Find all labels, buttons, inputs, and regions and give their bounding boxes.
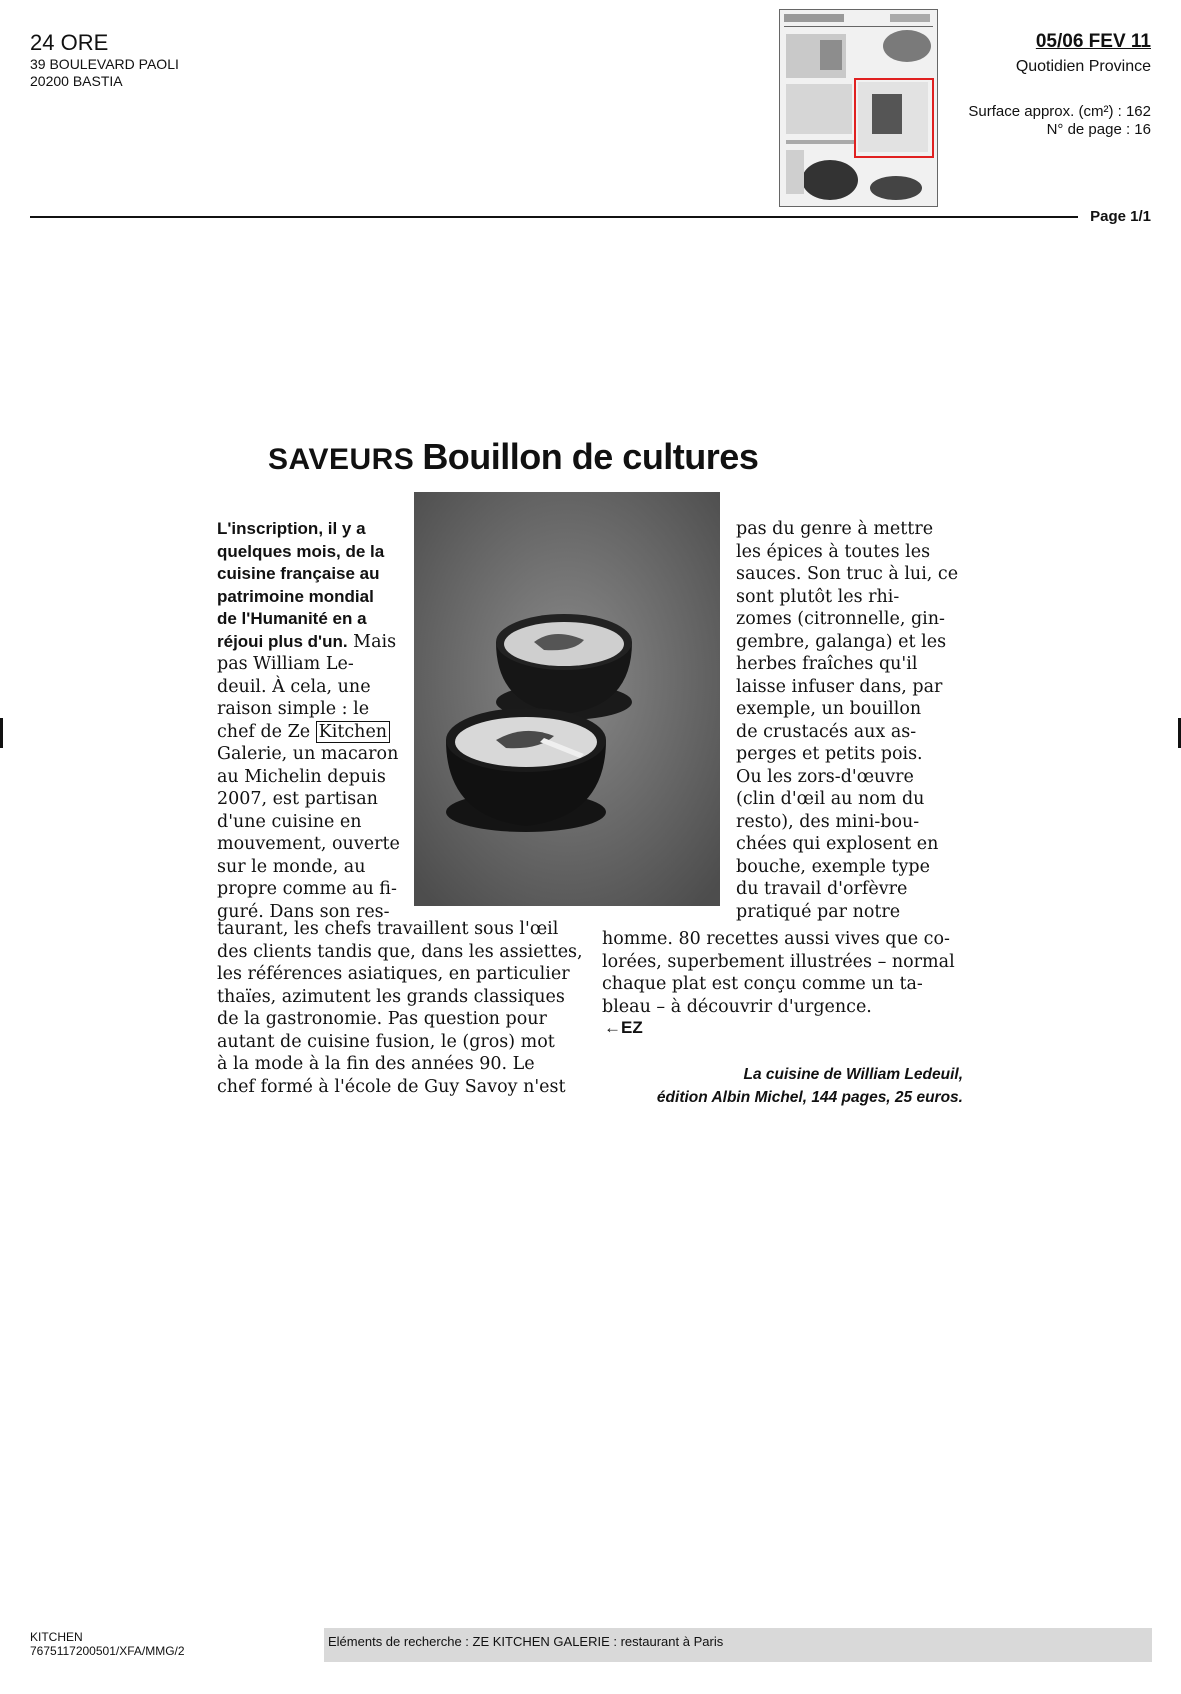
page-count: Page 1/1 (1084, 208, 1151, 225)
text-line: des clients tandis que, dans les assiettes, (217, 941, 583, 962)
caption-line-2: édition Albin Michel, 144 pages, 25 euros. (656, 1089, 963, 1106)
lead-line: cuisine française au (217, 564, 380, 583)
search-elements-bar (324, 1628, 1152, 1662)
article-column-right-bottom (602, 928, 967, 1018)
footer-code-1: KITCHEN (30, 1630, 83, 1644)
text-line: autant de cuisine fusion, le (gros) mot (217, 1031, 555, 1052)
article-column-left-top (217, 518, 400, 923)
text-line: pas William Le- (217, 654, 354, 674)
footer-code-2: 7675117200501/XFA/MMG/2 (30, 1644, 185, 1658)
newspaper-page-thumbnail (779, 9, 938, 207)
book-caption (657, 1063, 963, 1109)
text-line: guré. Dans son res- (217, 901, 390, 922)
text-line: gembre, galanga) et les (736, 631, 947, 652)
text-line: chef formé à l'école de Guy Savoy n'est (217, 1076, 566, 1097)
lead-line: patrimoine mondial (217, 586, 374, 606)
signature-arrow-icon: ← (604, 1018, 621, 1037)
text-line: au Michelin depuis (217, 766, 386, 787)
article-highlight-box (854, 78, 934, 158)
author-signature: ←EZ (604, 1018, 643, 1037)
text-line: les références asiatiques, en particulier (217, 964, 570, 984)
text-line: à la mode à la fin des années 90. Le (217, 1054, 535, 1074)
lead-line: quelques mois, de la (217, 541, 385, 561)
text-line: raison simple : le (217, 699, 370, 719)
text-line: exemple, un bouillon (736, 699, 922, 719)
publication-block (30, 30, 179, 90)
text-line: zomes (citronnelle, gin- (736, 609, 945, 629)
periodicity: Quotidien Province (1015, 58, 1151, 75)
article-title: Bouillon de cultures (422, 436, 759, 477)
publication-meta (968, 30, 1151, 139)
highlighted-search-term: Kitchen (316, 721, 390, 743)
text-line: du travail d'orfèvre (736, 879, 908, 899)
text-line: resto), des mini-bou- (736, 811, 920, 832)
header-rule (30, 216, 1078, 218)
text-line: chées qui explosent en (736, 834, 939, 854)
text-line: de la gastronomie. Pas question pour (217, 1009, 547, 1029)
left-margin-mark (0, 718, 3, 748)
caption-line-1: La cuisine de William Ledeuil, (743, 1066, 963, 1083)
text-line: chaque plat est conçu comme un ta- (602, 974, 923, 994)
text-line: (clin d'œil au nom du (736, 789, 925, 809)
article-photo (414, 492, 720, 906)
text-line: deuil. À cela, une (217, 676, 371, 697)
text-line: pratiqué par notre (736, 901, 901, 922)
lead-line: L'inscription, il y a (217, 519, 366, 538)
page-number: N° de page : 16 (1046, 121, 1151, 138)
text-line: propre comme au fi- (217, 879, 397, 899)
text-line: d'une cuisine en (217, 811, 362, 832)
text-line: laisse infuser dans, par (736, 676, 943, 697)
text-line: thaïes, azimutent les grands classiques (217, 986, 565, 1007)
text-line: sont plutôt les rhi- (736, 586, 900, 607)
publication-date: 05/06 FEV 11 (1035, 31, 1151, 52)
text-line: bouche, exemple type (736, 856, 930, 877)
text-line: de crustacés aux as- (736, 721, 917, 742)
article-kicker: SAVEURS (268, 443, 415, 476)
text-line: pas du genre à mettre (736, 519, 934, 539)
lead-line-last: réjoui plus d'un. Mais (217, 631, 397, 652)
surface-area: Surface approx. (cm²) : 162 (968, 103, 1151, 120)
text-line: les épices à toutes les (736, 541, 931, 562)
text-line: Ou les zors-d'œuvre (736, 766, 914, 787)
lead-line: de l'Humanité en a (217, 609, 367, 628)
address-line-2: 20200 BASTIA (30, 73, 123, 89)
publication-name: 24 ORE (30, 30, 109, 55)
footer-codes (30, 1630, 185, 1658)
article-headline (268, 436, 758, 478)
text-line: bleau – à découvrir d'urgence. (602, 996, 872, 1017)
soup-bowls-image (414, 492, 720, 906)
text-line: sauces. Son truc à lui, ce (736, 564, 959, 584)
text-line: taurant, les chefs travaillent sous l'œil (217, 919, 559, 939)
text-line: herbes fraîches qu'il (736, 654, 918, 674)
text-line: homme. 80 recettes aussi vives que co- (602, 929, 950, 949)
article-column-left-bottom (217, 918, 582, 1098)
text-line: lorées, superbement illustrées – normal (602, 951, 955, 972)
text-line: mouvement, ouverte (217, 834, 400, 854)
text-line: 2007, est partisan (217, 789, 378, 809)
text-line: Galerie, un macaron (217, 744, 399, 764)
address-line-1: 39 BOULEVARD PAOLI (30, 56, 179, 72)
article-column-right-top (736, 518, 966, 923)
text-line: perges et petits pois. (736, 744, 923, 764)
chef-line: chef de Ze Kitchen (217, 721, 397, 744)
search-elements-text: Eléments de recherche : ZE KITCHEN GALERIE : restaurant à Paris (328, 1634, 724, 1649)
text-line: sur le monde, au (217, 856, 366, 877)
